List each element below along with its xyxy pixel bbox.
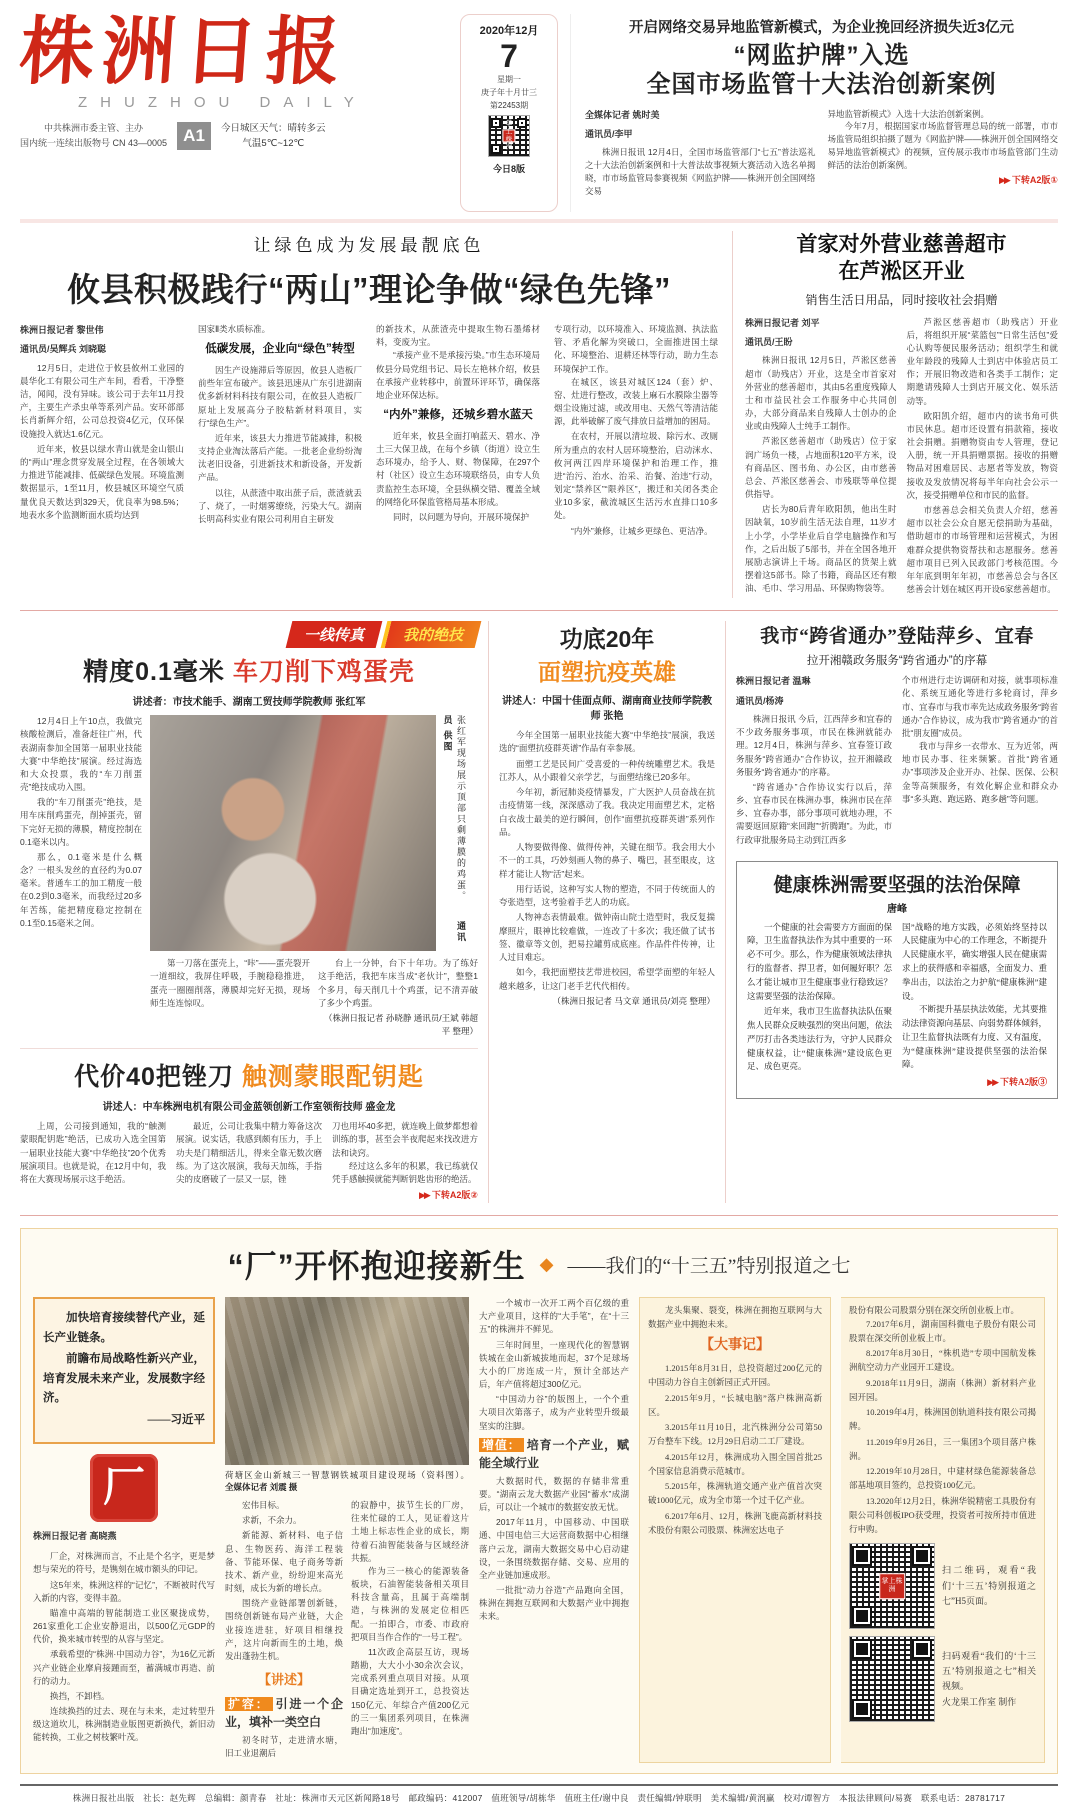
key-jump-ref: ▶▶ 下转A2版② <box>419 1190 478 1201</box>
banner-skill-badge: 我的绝技 <box>381 621 482 648</box>
brief-byline-1: 全媒体记者 姚时美 <box>585 109 660 120</box>
egg-below-column-1 <box>150 957 310 1038</box>
paragraph: 在城区，该县对城区124（套）炉、窑、灶进行整改，改装上麻石水膜除尘器等烟尘设施过滤，或改用电、天然气等清洁能源，此举破解了废气排放日益增加的困局。 <box>554 376 718 427</box>
egg-photo-credit: 通讯员 供图 <box>442 715 466 943</box>
weather-info <box>221 121 326 151</box>
qr-row-1 <box>849 1543 1036 1629</box>
paragraph: “中国动力谷”的版图上，一个个重大项目次第落子，成为产业转型升级最坚实的注脚。 <box>479 1394 629 1431</box>
lead-article <box>20 231 732 598</box>
date-weekday: 星期一 <box>497 75 521 84</box>
publisher-info <box>20 121 167 150</box>
brief-jump-ref: ▶▶ 下转A2版① <box>999 175 1058 186</box>
paragraph: 连续换挡的过去、现在与未来，走过转型升级这道坎儿，株洲制造业版图更新换代，新旧动能转换，工业之树枝繁叶茂。 <box>33 1706 215 1743</box>
date-box <box>460 14 558 212</box>
charity-byline-2: 通讯员/王盼 <box>745 336 793 347</box>
charity-column-1 <box>745 316 897 599</box>
special-report-header <box>33 1241 1045 1287</box>
lead-continuation-2: 国家Ⅱ类水质标准。 <box>198 324 271 334</box>
jump-arrows-icon: ▶▶ <box>999 175 1009 186</box>
paragraph: 面塑工艺是民间广受喜爱的一种传统雕塑艺术。我是江苏人，从小跟着父亲学艺，与面塑结缘已20多年。 <box>499 758 715 782</box>
paragraph: 欧阳凯介绍，超市内的读书角可供市民休息。超市还设置有捐款箱，接收社会捐赠。捐赠物资由专人管理，登记入册，统一开具捐赠票据。接收的捐赠物品对困难居民、志愿者等发放，物资接收及发放情况将每半年向社会公示一次，接受捐赠单位和市民的监督。 <box>906 410 1058 500</box>
egg-headline-black: 精度0.1毫米 <box>83 658 225 687</box>
paragraph: 株洲日报讯 12月5日，芦淞区慈善超市（助残店）开业，这是全市首家对外营业的慈善超市，其由5名重度残障人士和市益民社会工作服务中心共同创办，大部分商品来自残障人士创办的企业或由残障人士纯手工制作。 <box>745 355 897 432</box>
egg-photo-block <box>150 715 478 1038</box>
events-header: 【大事记】 <box>700 1337 770 1353</box>
diamond-icon: ◆ <box>539 1253 554 1274</box>
events-lead: 龙头集聚、裂变，株洲在拥抱互联网与大数据产业中拥抱未来。 <box>648 1305 822 1329</box>
charity-byline-1: 株洲日报记者 刘平 <box>745 317 820 328</box>
charity-body-1 <box>745 354 897 595</box>
dough-headline-black: 功底20年 <box>559 626 655 653</box>
brief-body-2 <box>828 120 1059 171</box>
qr-center-logo: 掌上株洲 <box>502 129 515 142</box>
charity-column-2 <box>907 316 1059 599</box>
photo-below-columns <box>225 1499 469 1763</box>
dough-art-article <box>488 621 726 1203</box>
health-author: 唐峰 <box>887 903 907 915</box>
paragraph: 2017年11月，中国移动、中国联通、中国电信三大运营商数据中心相继落户云龙，湖南大数据交易中心启动建设，一条围绕数据存储、交易、应用的全产业链加速成形。 <box>479 1517 629 1580</box>
paragraph: “承接产业不是承接污染。”市生态环境局攸县分局党组书记、局长左艳林介绍，攸县在承接产业转移中，前置环评环节，确保落地企业环保达标。 <box>376 350 540 400</box>
key-column-1 <box>20 1120 166 1203</box>
masthead-qr-code <box>488 115 530 157</box>
egg-skill-article <box>20 621 488 1203</box>
brief-columns <box>585 108 1058 200</box>
paragraph: 近年来，攸县以绿水青山就是金山银山的“两山”理念贯穿发展全过程，在各领域大力推进节能减排、低碳绿色发展。环境监测数据显示，1至11月，攸县城区环境空气质量优良天数达到329天，优良率为98.5%；地表水多个监测断面水质均达到 <box>20 443 184 520</box>
cross-province-subtitle: 拉开湘赣政务服务“跨省通办”的序幕 <box>806 655 988 668</box>
key-columns <box>20 1120 478 1203</box>
h5-qr-code <box>849 1543 935 1629</box>
special-report-body <box>33 1297 1045 1763</box>
paragraph: 11.2019年9月26日，三一集团3个项目落户株洲。 <box>849 1436 1036 1461</box>
paragraph: 在农村，开展以清垃圾、除污水、改厕所为重点的农村人居环境整治，启动洣水、攸河两江四岸环境保护和治理工作，推进“治污、治水、治采、治餐、治违”行动，划定“禁养区”“限养区”，搬迁和关闭各类企业10多家，截流城区生活污水直排口10多处。 <box>554 431 718 521</box>
brief-article <box>570 14 1058 212</box>
paragraph: 9.2018年11月9日，湖南（株洲）新材料产业园开园。 <box>849 1377 1036 1402</box>
lead-subhead-1: 低碳发展，企业向“绿色”转型 <box>205 343 355 356</box>
egg-teller-line: 讲述者：市技术能手、湖南工贸技师学院教师 张红军 <box>132 697 366 709</box>
paragraph: 上周，公司接到通知，我的“触测蒙眼配钥匙”绝活，已成功入选全国第一届职业技能大赛“中华绝技”20个优秀展演项目。也就是说，在12月中旬，我将在大赛现场展示这手绝活。 <box>20 1121 166 1184</box>
paragraph: 我的“车刀削蛋壳”绝技，是用车床削鸡蛋壳，削掉蛋壳，留下完好无损的薄膜，精度控制在0.1毫米以内。 <box>20 797 142 847</box>
lead-continuation-3: 的新技术，从蔗渣壳中提取生物石墨烯材料，变废为宝。 <box>376 324 540 348</box>
paragraph: 12月4日上午10点，我做完核酸检测后，准备赶往广州，代表湖南参加全国第一届职业技能大赛“中华绝技”展演。经过海选和大众投票，我的“车刀削蛋壳”绝技成功入围。 <box>20 716 142 793</box>
paragraph: 今年初，新冠肺炎疫情暴发，广大医护人员奋战在抗击疫情第一线，深深感动了我。我决定用面塑艺术，定格白衣战士最美的逆行瞬间，创作“面塑抗疫群英谱”系列作品。 <box>499 787 715 837</box>
key-continuation: 刀也用坏40多把，就连晚上做梦都想着训练的事，甚至会半夜爬起来找改进方法和诀窍。 <box>332 1121 478 1158</box>
paragraph: 最近，公司让我集中精力筹备这次展演。说实话，我感到颇有压力，手上功夫是门精细活儿，得来全靠无数次磨练。为了这次展演，我每天加练，手指尖的皮磨破了一层又一层，锉 <box>176 1121 322 1184</box>
newspaper-logo-latin: ZHUZHOU DAILY <box>78 93 367 111</box>
key-teller-line: 讲述人：中车株洲电机有限公司金蓝领创新工作室领衔技师 盛金龙 <box>102 1102 396 1114</box>
weather-line1: 今日城区天气：晴转多云 <box>221 122 326 134</box>
quote-column <box>33 1297 215 1763</box>
events-column <box>639 1297 831 1763</box>
date-lunar: 庚子年十月廿三 <box>481 88 537 97</box>
qr-center-logo: 掌上株洲 <box>879 1574 905 1600</box>
lead-body-3b <box>376 430 540 524</box>
paragraph: 近年来，我市卫生监督执法队伍聚焦人民群众反映强烈的突出问题，依法严厉打击各类违法行为，守护人民群众健康权益，让“健康株洲”建设底色更足、成色更亮。 <box>747 1006 892 1072</box>
qr-finder-icon <box>491 118 501 128</box>
paragraph: 近年来，该县大力推进节能减排，积极支持企业淘汰落后产能。一批老企业纷纷淘汰老旧设备，引进新技术和新设备，开发新产品。 <box>198 432 362 483</box>
paragraph: 4.2015年12月，株洲成功入围全国首批25个国家信息消费示范城市。 <box>648 1451 822 1476</box>
tell-section-header: 【讲述】 <box>257 1672 310 1688</box>
paragraph: 如今，我把面塑技艺带进校园，希望学面塑的年轻人越来越多，让这门老手艺代代相传。 <box>499 967 715 991</box>
highlight-value: 增值： 培育一个产业，赋能全域行业 <box>479 1437 629 1470</box>
egg-below-columns <box>150 957 478 1038</box>
quote-attribution: ——习近平 <box>147 1413 205 1426</box>
paragraph: 大数据时代，数据的存储非常重要。“湖南云龙大数据产业园“蓄水”成湖后，可以让一个城市的数据安放无忧。 <box>479 1475 629 1513</box>
paragraph: 12.2019年10月28日，中建材绿色能源装备总部基地项目签约，总投资100亿元。 <box>849 1466 1036 1491</box>
qr-row-2 <box>849 1636 1036 1722</box>
publisher-line1: 中共株洲市委主管、主办 <box>44 123 144 134</box>
paragraph: 株洲日报讯 今后，江西萍乡和宜春的不少政务服务事项，市民在株洲就能办理。12月4日，株洲与萍乡、宜春签订政务服务“跨省通办”合作协议，拉开湘赣政务服务“跨省通办”的序幕。 <box>736 713 892 777</box>
paragraph: 用行话说，这种写实人物的塑造，不同于传统面人的夸张造型，这考验着手艺人的功底。 <box>499 883 715 908</box>
paragraph: 一个健康的社会需要方方面面的保障，卫生监督执法作为其中重要的一环必不可少。那么，作为健康领域法律执行的监督者、捍卫者，如何履好职？怎么才能让城市卫生健康事业行稳致远？这需要坚强的法治保障。 <box>747 921 892 1001</box>
paragraph: 换挡，不卸档。 <box>50 1690 110 1701</box>
egg-photo-caption: 张红军现场展示顶部只剩薄膜的鸡蛋。 通讯员 供图 <box>442 715 466 943</box>
paragraph: 因生产设施滞后等原因，攸县人造板厂前些年宣布破产。该县迅速从广东引进湖南优多新材料科技有限公司，在攸县人造板厂原址上发展高分子胶粘新材料项目，实行“绿色生产”。 <box>198 364 362 428</box>
paragraph: 经过这么多年的积累，我已练就仅凭手感触摸就能判断钥匙齿形的绝活。 <box>332 1160 478 1184</box>
date-day: 7 <box>500 38 518 74</box>
lead-continuation-4: 专项行动，以环境准入、环境监测、执法监管、矛盾化解为突破口，全面推进国土绿化、环境整治、退耕还林等行动，助力生态环境保护工作。 <box>554 324 718 374</box>
charity-subtitle: 销售生活日用品，同时接收社会捐赠 <box>805 292 998 307</box>
photo-below-column-1 <box>225 1499 343 1763</box>
qr-finder-icon <box>491 144 501 154</box>
lead-body-3a <box>376 349 540 402</box>
dough-body <box>499 729 715 1008</box>
highlight-value-tag: 增值： <box>479 1438 524 1452</box>
paragraph: 瞄准中高端的智能制造工业区聚拢成势，261家重化工企业安静退出，以500亿元GDP的代价，换来城市转型的从容与坚定。 <box>33 1607 215 1645</box>
paragraph: 今年7月，根据国家市场监督管理总局的统一部署，市市场监管局组织拍摄了题为《网监护牌——株洲开创全国网络交易异地监管新模式》的视频，宣传展示我市市场监管部门生动鲜活的法治创新案例。 <box>827 121 1058 170</box>
paragraph: 11次政企高层互访，现场踏勘，大大小小30余次会议，完成系列重点项目对接。从项目确定选址到开工，总投资达150亿元、年综合产值200亿元的三一集团系列项目，在株洲跑出“加速度”。 <box>351 1646 469 1736</box>
lead-columns <box>20 323 718 540</box>
egg-headline <box>20 652 478 688</box>
key-headline-black: 代价40把锉刀 <box>74 1063 234 1092</box>
brief-title-line2: 全国市场监管十大法治创新案例 <box>646 71 997 99</box>
paragraph: 不断提升基层执法效能，尤其要推动法律资源向基层、向弱势群体倾斜，让卫生监督执法既有力度、又有温度，为“健康株洲”建设提供坚强的法治保障。 <box>902 1004 1047 1070</box>
special-report-series: ——我们的“十三五”特别报道之七 <box>567 1255 851 1277</box>
special-reporter-byline: 株洲日报记者 高晓燕 <box>33 1531 117 1542</box>
paragraph: “跨省通办”合作协议实行以后，萍乡、宜春市民在株洲办事，株洲市民在萍乡、宜春办事，部分事项可就地办理，不需要返回原籍“来回跑”“折腾跑”。为此，市行政审批服务局主动到江西多 <box>736 781 892 845</box>
paragraph: 初冬时节，走进清水塘，旧工业退潮后 <box>225 1735 343 1759</box>
lead-column-4 <box>554 323 718 540</box>
key-skill-article <box>20 1048 478 1203</box>
cross-province-title: 我市“跨省通办”登陆萍乡、宜春 <box>760 626 1034 648</box>
qr-finder-icon <box>517 118 527 128</box>
special-report-band <box>20 1228 1058 1774</box>
paragraph: 6.2017年6月、12月，株洲飞鹿高新材料技术股份有限公司股票、株洲宏达电子 <box>648 1510 822 1535</box>
cross-province-continuation: 个市州进行走访调研和对接，就事项标准化、系统互通化等进行多轮商讨，萍乡市、宜春市与我市率先达成政务服务“跨省通办”合作协议，成为我市“跨省通办”的首批“朋友圈”成员。 <box>902 675 1058 738</box>
publisher-line2: 国内统一连续出版物号 CN 43—0005 <box>20 137 168 148</box>
lead-byline-2: 通讯员/吴辉兵 刘晓聪 <box>20 344 107 355</box>
paragraph: 3.2015年11月10日，北汽株洲分公司第50万台整车下线。12月29日启动二工厂建设。 <box>648 1422 822 1447</box>
lead-subhead-2: “内外”兼修，还城乡碧水蓝天 <box>383 409 533 422</box>
key-column-2 <box>176 1120 322 1203</box>
photo-column <box>225 1297 469 1763</box>
brief-byline-2: 通讯员/李甲 <box>585 128 633 139</box>
seal-wrap <box>33 1454 215 1522</box>
video-qr-caption: 扫码观看“我们的‘十三五’特别报道之七”相关视频。 火龙果工作室 制作 <box>942 1650 1036 1707</box>
publisher-row <box>20 121 448 151</box>
paragraph: 求新，不余力。 <box>242 1515 302 1526</box>
egg-below-column-2 <box>318 957 478 1038</box>
highlight-expand: 扩容： 引进一个企业，填补一类空白 <box>225 1697 343 1730</box>
issue-number: 第22453期 <box>489 101 529 110</box>
jump-arrows-icon: ▶▶ <box>987 1077 997 1088</box>
quote-column-body <box>33 1550 215 1744</box>
paragraph: 三年时间里，一座现代化的智慧钢铁城在金山新城拔地而起，37个足球场大小的厂房连成一片，预计全部达产后，年产值将超过300亿元。 <box>479 1339 629 1390</box>
special-report-title: “厂”开怀抱迎接新生 <box>227 1248 526 1285</box>
qr-finder-icon <box>912 1546 932 1566</box>
video-qr-code <box>849 1636 935 1722</box>
lead-column-1 <box>20 323 184 540</box>
paragraph: 那么，0.1毫米是什么概念？一根头发丝的直径约为0.07毫米。普通车工的加工精度一般在0.2到0.3毫米，而我经过20多年苦练，能把精度稳定控制在0.1至0.15毫米之间。 <box>20 851 142 928</box>
paragraph: 我市与萍乡一衣带水、互为近邻，两地市民办事、往来频繁。首批“跨省通办”事项涉及企业开办、社保、医保、公积金等高频服务，有效化解企业和群众办事“多头跑、跑远路、跑多趟”等问题。 <box>902 741 1058 804</box>
key-headline-orange: 触测蒙眼配钥匙 <box>241 1063 424 1092</box>
quote-line-2: 前瞻布局战略性新兴产业，培育发展未来产业，发展数字经济。 <box>43 1353 205 1405</box>
key-column-3 <box>332 1120 478 1203</box>
h5-qr-caption: 扫二维码，观看“我们‘十三五’特别报道之七”H5页面。 <box>942 1565 1036 1606</box>
paragraph: 人物神态表情最难。做钟南山院士造型时，我反复揣摩照片，眼神比较难做，一连改了十多次；我还做了试书签、徽章等文创，把易拉罐剪成底座。作品件件传神，让人过目难忘。 <box>499 912 715 963</box>
paragraph: 1.2015年8月31日，总投资超过200亿元的中国动力谷自主创新园正式开园。 <box>648 1363 822 1387</box>
events-continuation: 股份有限公司股票分别在深交所创业板上市。 <box>849 1305 1020 1316</box>
xi-quote-box <box>33 1297 215 1444</box>
paragraph: 12月5日，走进位于攸县攸州工业园的晨华化工有限公司生产车间，看看，干净整洁，闻闻，没有异味。该公司于去年11月投产，主要生产杀虫单等系列产品。安环部部长肖新辉介绍，公司总投资4亿元，仅环保设施投入就达1.6亿元。 <box>20 362 184 439</box>
paragraph: 围绕产业链部署创新链，围绕创新链布局产业链，大企业接连进驻，好项目相继投产，这片向新而生的土地，焕发出蓬勃生机。 <box>225 1598 343 1661</box>
key-headline <box>20 1057 478 1093</box>
main-band <box>20 219 1058 611</box>
weather-line2: 气温5℃~12℃ <box>242 137 305 149</box>
health-column-1 <box>747 921 892 1090</box>
egg-demo-photo <box>150 715 436 951</box>
charity-body-2 <box>907 316 1059 597</box>
paragraph: 13.2020年12月2日，株洲华锐精密工具股份有限公司科创板IPO获受理，投资者可按所持市值进行申购。 <box>849 1495 1036 1534</box>
lead-kicker: 让绿色成为发展最靓底色 <box>253 236 485 255</box>
paragraph: 7.2017年6月，湖南国科微电子股份有限公司股票在深交所创业板上市。 <box>849 1318 1036 1343</box>
paragraph: 新能源、新材料、电子信息、生物医药、海洋工程装备、节能环保、电子商务等新技术、新产业，纷纷迎来高光时刻，成长为新的增长点。 <box>225 1530 343 1594</box>
brief-column-1 <box>585 108 816 200</box>
paragraph: 今年全国第一届职业技能大赛“中华绝技”展演，我送选的“面塑抗疫群英谱”作品有幸参展。 <box>499 730 715 754</box>
charity-title-line2: 在芦淞区开业 <box>838 259 965 284</box>
feature-banner <box>20 621 478 648</box>
qr-column <box>841 1297 1045 1763</box>
paragraph: 一个城市一次开工两个百亿级的重大产业项目，这样的“大手笔”，在“十三五”的株洲并不鲜见。 <box>479 1298 629 1335</box>
charity-article <box>732 231 1058 598</box>
health-columns <box>747 921 1047 1090</box>
newspaper-logo: 株洲日报 <box>17 9 352 95</box>
health-title: 健康株洲需要坚强的法治保障 <box>773 874 1021 896</box>
qr-finder-icon <box>852 1606 872 1626</box>
construction-site-photo <box>225 1297 469 1465</box>
qr-finder-icon <box>852 1546 872 1566</box>
masthead <box>17 9 1058 219</box>
page-count: 今日8版 <box>492 164 525 174</box>
brief-continuation: 异地监管新模式》入选十大法治创新案例。 <box>827 108 990 119</box>
events-list <box>648 1362 822 1537</box>
lead-column-2 <box>198 323 362 540</box>
paragraph: 这5年来，株洲这样的“记忆”，不断被时代写入新的内容，变得丰盈。 <box>33 1579 215 1603</box>
paragraph: 8.2017年8月30日，“株机造”专项中国航发株洲航空动力产业园开工建设。 <box>849 1348 1036 1373</box>
photo-below-column-2 <box>351 1499 469 1763</box>
lead-headline: 攸县积极践行“两山”理论争做“绿色先锋” <box>67 271 671 308</box>
video-qr-credit: 火龙果工作室 制作 <box>942 1696 1017 1707</box>
health-jump-ref: ▶▶ 下转A2版③ <box>987 1077 1047 1088</box>
paragraph: 芦淞区慈善超市（助残店）开业后，将组织开展“菜篮包”“日常生活包”爱心认购等便民服务活动；组织学生和就业年龄段的残障人士到店中体验店员工作；开展旧物改造和各类手工制作；定期邀请残障人士到店开展文化、娱乐活动等。 <box>906 316 1058 406</box>
cross-province-byline-1: 株洲日报记者 温琳 <box>736 676 811 687</box>
construction-photo-credit: 全媒体记者 刘震 摄 <box>225 1482 298 1493</box>
charity-columns <box>745 316 1058 599</box>
paragraph: 作为三一核心的能源装备板块，石油智能装备相关项目科技含量高，且属于高端制造，与株洲的发展定位相匹配。一拍即合，市委、市政府把项目当作合作的“一号工程”。 <box>351 1565 469 1642</box>
middle-band <box>20 611 1058 1216</box>
cross-province-columns <box>736 674 1058 849</box>
egg-body-1 <box>20 715 142 930</box>
masthead-left <box>17 9 448 212</box>
paragraph: 2.2015年9月，“长城电脑”落户株洲高新区。 <box>648 1392 822 1417</box>
lead-body-4 <box>554 376 718 538</box>
lead-column-3 <box>376 323 540 540</box>
factory-seal-icon: 厂 <box>90 1454 158 1522</box>
events-list-2 <box>849 1318 1036 1536</box>
cross-province-column-1 <box>736 674 892 849</box>
egg-credit-line: （株洲日报记者 孙晓静 通讯员/王斌 韩超平 整理） <box>324 1012 478 1037</box>
lead-body-1 <box>20 362 184 522</box>
paragraph: 承载希望的“株洲·中国动力谷”，为16亿元新兴产业链企业摩肩接踵而至，蓄满城市再造、前行的动力。 <box>33 1649 215 1686</box>
health-column-2 <box>902 921 1047 1090</box>
dough-credit-line: （株洲日报记者 马文章 通讯员/刘亮 整理） <box>552 995 715 1006</box>
cross-province-article <box>736 621 1058 849</box>
cross-province-column-2 <box>902 674 1058 849</box>
brief-body-1 <box>585 146 816 197</box>
paragraph: 宏伟目标。 <box>242 1500 285 1511</box>
paragraph: 5.2015年，株洲轨道交通产业产值首次突破1000亿元，成为全市第一个过千亿产业。 <box>648 1481 822 1506</box>
paragraph: “内外”兼修，让城乡更绿色、更洁净。 <box>571 525 713 536</box>
page-label: A1 <box>177 122 211 150</box>
health-continuation: 国”战略的地方实践，必须始终坚持以人民健康为中心的工作理念，不断提升人民健康水平，确实增强人民在健康需求上的获得感和幸福感，全面发力、重拳出击，以法治之力护航“健康株洲”建设。 <box>902 921 1047 1001</box>
photo-below-continuation: 的寂静中，拔节生长的厂房，往来忙碌的工人，见证着这片土地上标志性企业的成长，期待着石油智能装备与区域经济共振。 <box>351 1500 469 1563</box>
right-middle-column <box>726 621 1058 1203</box>
quote-line-1: 加快培育接续替代产业，延长产业链条。 <box>43 1312 205 1344</box>
jump-arrows-icon: ▶▶ <box>419 1190 429 1201</box>
imprint-footer: 株洲日报社出版 社长：赵先辉 总编辑：颜青春 社址：株洲市天元区新闻路18号 邮政编码：412007 值班领导/胡栋华 值班主任/谢中良 责任编辑/钟联明 美术编辑/黄润赢 校对/谭智方 本报法律顾问/易赛 联系电话：28781717 <box>20 1784 1058 1804</box>
paragraph: 株洲日报讯 12月4日，全国市场监管部门“七五”普法巡礼之十大法治创新案例和十大普法故事视频大赛活动入选名单揭晓，市市场监管局参赛视频《网监护牌——株洲开创全国网络交易 <box>585 147 816 196</box>
paragraph: 厂企，对株洲而言，不止是个名字，更是梦想与荣光的符号，是镌刻在城市额头的印记。 <box>33 1551 215 1575</box>
paragraph: 一批批“动力谷造”产品跑向全国，株洲在拥抱互联网和大数据产业中拥抱未来。 <box>479 1585 629 1622</box>
lead-body-2 <box>198 364 362 526</box>
paragraph: 台上一分钟，台下十年功。为了练好这手绝活，我把车床当成“老伙计”，整整1个多月，每天削几十个鸡蛋，记不清弄破了多少个鸡蛋。 <box>318 958 478 1008</box>
qr-finder-icon <box>852 1699 872 1719</box>
paragraph: 近年来，攸县全面打响蓝天、碧水、净土三大保卫战，在每个乡镇（街道）设立生态环境办，给予人、财、物保障，在297个村（社区）设立生态环境联络员，由专人负责监控生态环境，全县纵横交错、覆盖全域的网络化环保监管格局基本形成。 <box>376 430 540 507</box>
lead-byline-1: 株洲日报记者 黎世伟 <box>20 325 104 335</box>
construction-photo-caption: 荷塘区金山新城三一智慧钢铁城项目建设现场（资料图）。 全媒体记者 刘震 摄 <box>225 1470 469 1493</box>
dough-teller-line: 讲述人：中国十佳面点师、湖南商业技师学院教师 张艳 <box>502 696 712 723</box>
paragraph: 同时，以问题为导向，开展环境保护 <box>393 511 530 522</box>
egg-column-1 <box>20 715 142 1038</box>
egg-photo-row <box>150 715 478 951</box>
health-opinion-box <box>736 861 1058 1099</box>
qr-finder-icon <box>852 1639 872 1659</box>
special-mid-column <box>479 1297 629 1763</box>
paragraph: 市慈善总会相关负责人介绍，慈善超市以社会公众自愿无偿捐助为基础，借助超市的市场管理和运营模式，为困难群众提供物资帮扶和志愿服务。慈善超市项目已列入民政部门考核范围。今年年底到明年年初，市慈善总会与各区慈善会计划在城区再开设6家慈善超市。 <box>906 505 1058 595</box>
dough-headline-orange: 面塑抗疫英雄 <box>538 659 676 686</box>
qr-finder-icon <box>912 1639 932 1659</box>
brief-column-2 <box>828 108 1059 200</box>
egg-headline-red: 车刀削下鸡蛋壳 <box>232 658 415 687</box>
paragraph: 以往，从蔗渣中取出蔗子后，蔗渣就丢了、烧了，一时烟雾缭绕，污染大气。湖南长明高科实业有限公司利用自主研发 <box>198 487 362 524</box>
brief-title-line1: “网监护牌”入选 <box>733 42 910 69</box>
date-month: 2020年12月 <box>479 25 539 37</box>
paragraph: 10.2019年4月，株洲国创轨道科技有限公司揭牌。 <box>849 1407 1036 1432</box>
paragraph: 芦淞区慈善超市（助残店）位于家润广场负一楼，占地面积120平方米，设有商品区、图书角、办公区，由市慈善总会、芦淞区慈善会、市残联等单位提供指导。 <box>745 436 897 500</box>
egg-content <box>20 715 478 1038</box>
paragraph: 第一刀落在蛋壳上，“咔”——蛋壳裂开一道细纹，我屏住呼吸，手腕稳稳推进，蛋壳一圈圈削落，薄膜却完好无损，现场师生连连惊叹。 <box>150 958 310 1008</box>
cross-province-byline-2: 通讯员/杨涛 <box>736 695 784 706</box>
highlight-expand-tag: 扩容： <box>225 1697 273 1711</box>
banner-frontline-badge: 一线传真 <box>286 621 383 648</box>
paragraph: 人物要做得像、做得传神，关键在细节。我会用大小不一的工具，巧妙刻画人物的鼻子、嘴巴，甚至眼皮，这样才能让人物“活”起来。 <box>499 842 715 879</box>
charity-title-line1: 首家对外营业慈善超市 <box>796 232 1007 256</box>
brief-kicker: 开启网络交易异地监管新模式，为企业挽回经济损失近3亿元 <box>628 20 1015 36</box>
paragraph: 店长为80后青年欧阳凯，他出生时因缺氧，10岁前生活无法自理，11岁才上小学，小学毕业后自学电脑操作和写作，之后出版了5部书，并在全国各地开展励志演讲上千场。商品区的货架上就摆着这5部书。除了书籍，商品区还有粮油、毛巾、学习用品、环保购物袋等。 <box>745 504 897 594</box>
